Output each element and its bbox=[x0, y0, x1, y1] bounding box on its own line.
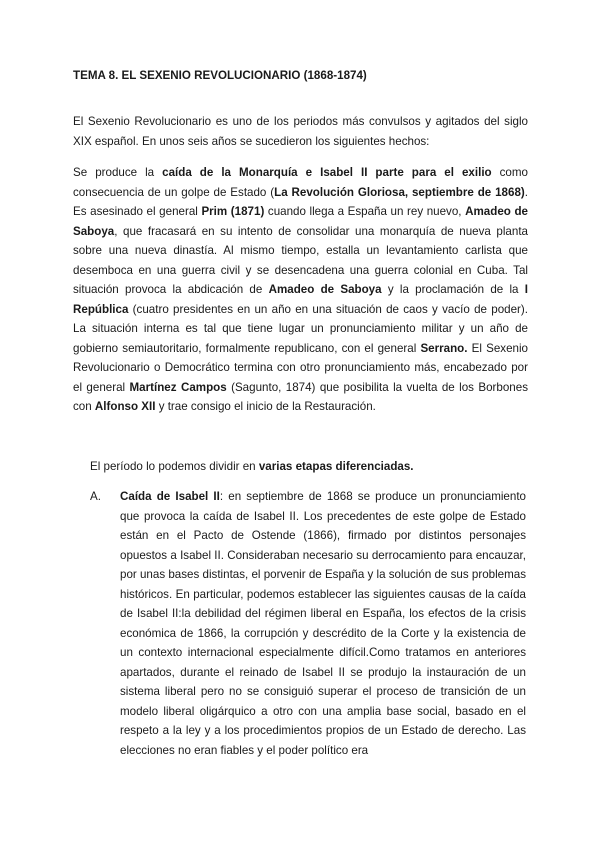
list-marker: A. bbox=[90, 490, 101, 503]
text-run: El Sexenio Revolucionario o Democrático termina con otro pronunciamiento más, encabezado por el general bbox=[73, 341, 528, 394]
text-run: : en septiembre de 1868 se produce un pronunciamiento que provoca la caída de Isabel II. Los precedentes de este golpe de Estado están en el Pacto de Ostende (1866), firmado por distintos personajes opuestos a Isabel II. Consideraban necesario su derrocamiento para encauzar, por unas bases distintas, el porvenir de España y la solución de sus problemas históricos. En particular, podemos establecer las siguientes causas de la caída de Isabel II:la debilidad del régimen liberal en España, los efectos de la crisis económica de 1866, la corrupción y descrédito de la Corte y la existencia de un contexto internacional especialmente difícil.Como tratamos en anteriores apartados, durante el reinado de Isabel II se produjo la instauración de un sistema liberal pero no se consiguió superar el proceso de transición de un modelo liberal oligárquico a otro con una amplia base social, basado en el respeto a la ley y a los procedimientos propios de un Estado de derecho. Las elecciones no eran fiables y el poder político era bbox=[120, 490, 527, 757]
bold-run: Alfonso XII bbox=[94, 400, 156, 413]
text-run: y trae consigo el inicio de la Restauración. bbox=[155, 400, 376, 413]
bold-run: Caída de Isabel II bbox=[120, 490, 220, 503]
text-run: El período lo podemos dividir en bbox=[90, 460, 259, 473]
bold-run: I República bbox=[73, 283, 528, 316]
text-run: (cuatro presidentes en un año en una situación de caos y vacío de poder). La situación interna es tal que tiene lugar un pronunciamiento militar y un año de gobierno semiautoritario, formalmente republicano, con el general bbox=[73, 302, 528, 355]
bold-run: Serrano. bbox=[420, 341, 468, 355]
intro-paragraph: El Sexenio Revolucionario es uno de los periodos más convulsos y agitados del siglo XIX español. En unos seis años se sucedieron los siguientes hechos: bbox=[73, 115, 528, 148]
bold-run: varias etapas diferenciadas. bbox=[258, 460, 414, 473]
text-run: (Sagunto, 1874) que posibilita la vuelta de los Borbones con bbox=[73, 380, 528, 413]
stages-list bbox=[90, 487, 530, 760]
text-run: como consecuencia de un golpe de Estado ( bbox=[73, 166, 528, 199]
bold-run: La Revolución Gloriosa, septiembre de 1868) bbox=[274, 185, 525, 199]
list-item-text bbox=[120, 487, 526, 760]
stages-intro-paragraph bbox=[90, 457, 530, 477]
bold-run: Prim (1871) bbox=[201, 205, 265, 218]
text-run: . Es asesinado el general bbox=[73, 185, 528, 218]
text-run: Se produce la bbox=[73, 166, 163, 179]
bold-run: Amadeo de Saboya bbox=[73, 205, 528, 238]
text-run: , que fracasará en su intento de consolidar una monarquía de nueva planta sobre una nueva dinastía. Al mismo tiempo, estalla un levantamiento carlista que desemboca en una guerra civil y se desencadena una guerra colonial en Cuba. Tal situación provoca la abdicación de bbox=[73, 224, 528, 296]
text-run: y la proclamación de la bbox=[381, 283, 525, 296]
bold-run: Martínez Campos bbox=[129, 380, 227, 394]
bold-run: caída de la Monarquía e Isabel II parte para el exilio bbox=[162, 166, 492, 179]
bold-run: Amadeo de Saboya bbox=[268, 283, 382, 296]
list-item bbox=[90, 487, 530, 760]
events-paragraph bbox=[73, 163, 528, 417]
text-run: cuando llega a España un rey nuevo, bbox=[264, 205, 466, 218]
page-title: TEMA 8. EL SEXENIO REVOLUCIONARIO (1868-1874) bbox=[73, 69, 367, 82]
